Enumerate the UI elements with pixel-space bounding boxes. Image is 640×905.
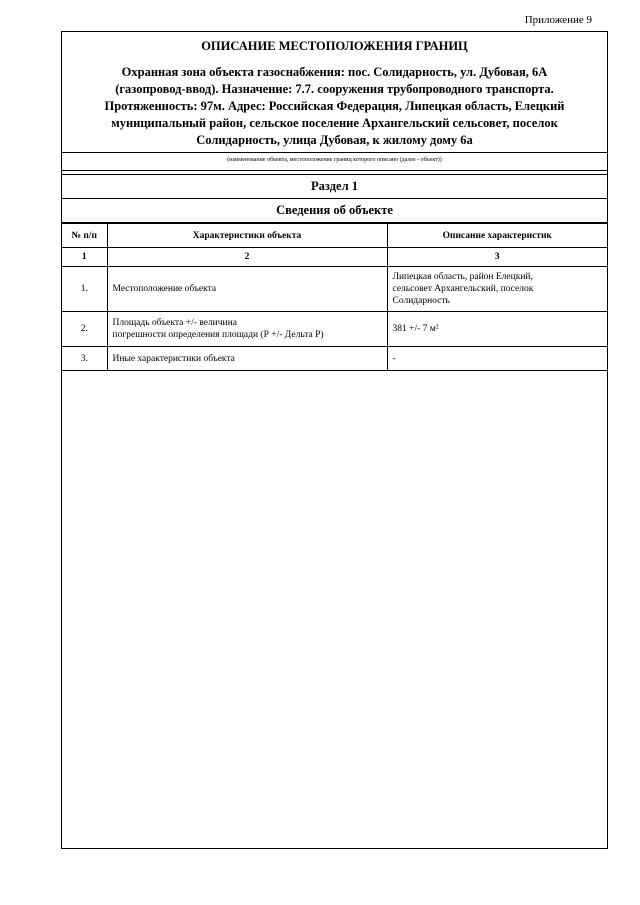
header-description: Описание характеристик — [387, 224, 607, 248]
description-line: (газопровод-ввод). Назначение: 7.7. сооружения трубопроводного транспорта. — [115, 82, 554, 96]
description-line: Протяженность: 97м. Адрес: Российская Федерация, Липецкая область, Елецкий — [104, 99, 565, 113]
document-frame — [61, 31, 608, 849]
table-row — [62, 347, 607, 371]
index-cell: 1 — [62, 248, 107, 267]
object-info-table — [62, 223, 607, 371]
table-row — [62, 267, 607, 312]
header-characteristic: Характеристики объекта — [107, 224, 387, 248]
section-subtitle: Сведения об объекте — [62, 199, 607, 223]
document-title: ОПИСАНИЕ МЕСТОПОЛОЖЕНИЯ ГРАНИЦ — [201, 39, 468, 53]
header-num: № п/п — [62, 224, 107, 248]
description-line: Охранная зона объекта газоснабжения: пос. Солидарность, ул. Дубовая, 6А — [121, 65, 548, 79]
column-index-row — [62, 248, 607, 267]
appendix-label: Приложение 9 — [524, 14, 592, 26]
row-value: - — [387, 347, 607, 371]
index-cell: 2 — [107, 248, 387, 267]
row-num: 3. — [62, 347, 107, 371]
row-characteristic: Площадь объекта +/- величина погрешности определения площади (Р +/- Дельта Р) — [107, 312, 387, 347]
row-value: 381 +/- 7 м² — [387, 312, 607, 347]
row-num: 2. — [62, 312, 107, 347]
row-num: 1. — [62, 267, 107, 312]
row-characteristic: Местоположение объекта — [107, 267, 387, 312]
row-characteristic: Иные характеристики объекта — [107, 347, 387, 371]
section-title: Раздел 1 — [62, 175, 607, 199]
description-line: Солидарность, улица Дубовая, к жилому дому 6а — [196, 133, 473, 147]
index-cell: 3 — [387, 248, 607, 267]
object-description — [62, 58, 607, 152]
row-value: Липецкая область, район Елецкий, сельсовет Архангельский, поселок Солидарность — [387, 267, 607, 312]
header-block — [62, 32, 607, 153]
object-note: (наименование объекта, местоположение границ которого описано (далее - объект)) — [62, 153, 607, 171]
description-line: муниципальный район, сельское поселение Архангельский сельсовет, поселок — [111, 116, 558, 130]
table-header-row — [62, 224, 607, 248]
table-row — [62, 312, 607, 347]
